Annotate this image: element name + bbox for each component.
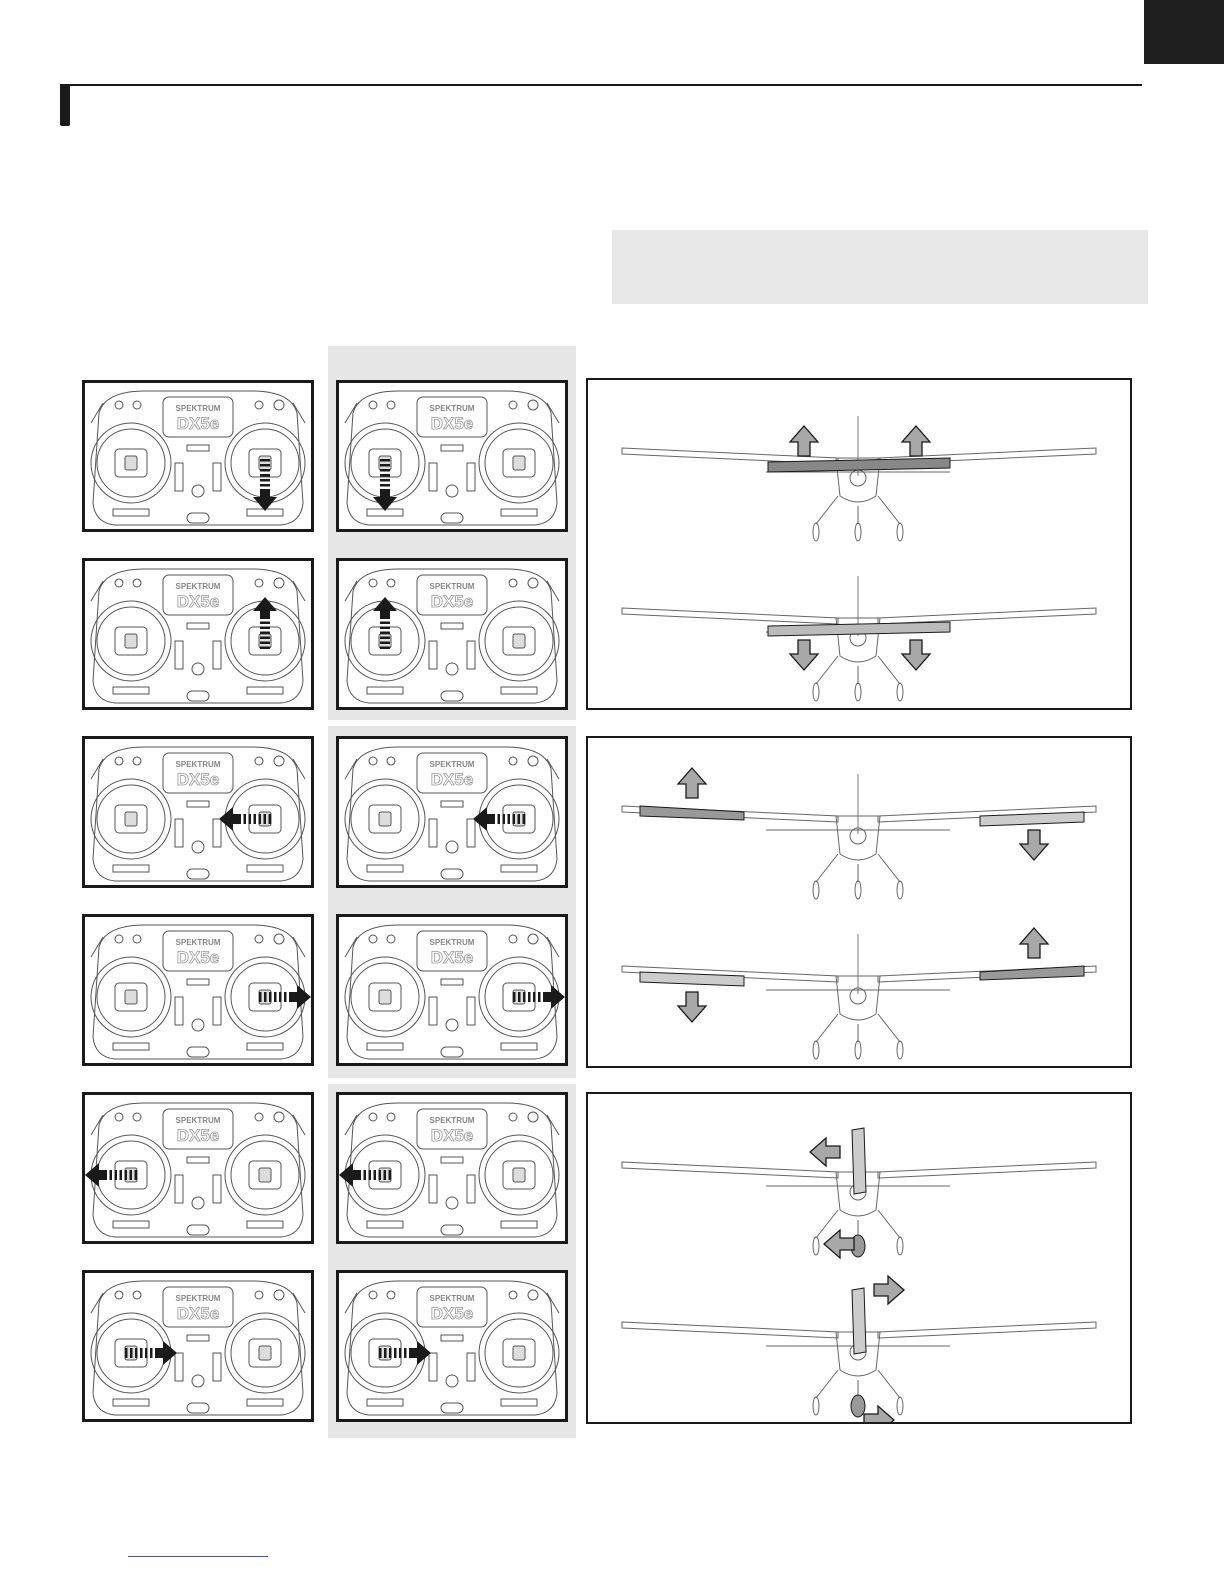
brand-logo: SPEKTRUM [175,582,221,591]
transmitter-mode-1 [82,1092,314,1244]
model-logo: DX5e [430,592,474,611]
deflection-arrow-left-icon [810,1138,840,1166]
wheel [813,1237,819,1255]
transmitter-mode-2 [336,558,568,710]
wheel [813,1041,819,1059]
brand-logo: SPEKTRUM [429,938,475,947]
left-aileron [640,972,744,986]
elevator-panel [586,378,1132,710]
model-logo: DX5e [176,414,220,433]
airplane-front-view [622,576,1096,701]
brand-logo: SPEKTRUM [175,1294,221,1303]
brand-logo: SPEKTRUM [429,1116,475,1125]
mode-column-divider [328,720,576,726]
right-aileron [980,966,1084,980]
left-stick [379,634,391,648]
left-stick [379,812,391,826]
section-marker [60,84,70,126]
brand-logo: SPEKTRUM [429,1294,475,1303]
right-stick [513,634,525,648]
left-wing [622,1322,838,1338]
language-tab [1144,0,1224,64]
wheel [897,683,903,701]
aileron-panel [586,736,1132,1068]
model-logo: DX5e [176,1304,220,1323]
right-wing [878,608,1096,624]
elevator-surface [768,458,950,472]
right-stick [513,1346,525,1360]
deflection-arrow-right-icon [874,1276,904,1304]
brand-logo: SPEKTRUM [175,760,221,769]
right-stick [259,634,271,648]
model-logo: DX5e [430,1126,474,1145]
deflection-arrow-up-icon [902,426,930,456]
transmitter-mode-2 [336,380,568,532]
right-stick [513,1168,525,1182]
transmitter-mode-2 [336,736,568,888]
deflection-arrow-down-icon [678,992,706,1022]
note-box [612,230,1148,304]
wheel [813,523,819,541]
transmitter-mode-1 [82,558,314,710]
model-logo: DX5e [430,948,474,967]
wheel [897,1237,903,1255]
deflection-arrow-down-icon [902,640,930,670]
right-stick [259,1168,271,1182]
left-stick [125,990,137,1004]
deflection-arrow-down-icon [1020,830,1048,860]
nose-wheel [851,1395,865,1417]
left-wing [622,608,838,624]
brand-logo: SPEKTRUM [429,582,475,591]
right-wing [878,1162,1096,1178]
deflection-arrow-up-icon [1020,928,1048,958]
rudder-surface [852,1288,866,1354]
model-logo: DX5e [176,1126,220,1145]
transmitter-mode-2 [336,1092,568,1244]
right-aileron [980,812,1084,826]
transmitter-mode-2 [336,914,568,1066]
brand-logo: SPEKTRUM [175,404,221,413]
rudder-illustrations [588,1094,1130,1422]
left-stick [125,812,137,826]
wheel [813,1397,819,1415]
deflection-arrow-right-icon [864,1406,894,1422]
brand-logo: SPEKTRUM [175,938,221,947]
left-stick [379,456,391,470]
aileron-illustrations [588,738,1130,1066]
wheel [855,683,861,701]
wheel [897,881,903,899]
left-stick [125,456,137,470]
left-stick [125,634,137,648]
transmitter-mode-2 [336,1270,568,1422]
airplane-front-view [622,416,1096,541]
section-header-rule [70,84,1142,86]
wheel [897,523,903,541]
elevator-surface [768,622,950,636]
wheel [897,1041,903,1059]
brand-logo: SPEKTRUM [429,760,475,769]
transmitter-mode-1 [82,736,314,888]
right-wing [878,1322,1096,1338]
brand-logo: SPEKTRUM [175,1116,221,1125]
deflection-arrow-up-icon [790,426,818,456]
right-stick [259,1346,271,1360]
transmitter-mode-1 [82,914,314,1066]
wheel [855,1041,861,1059]
left-stick [379,990,391,1004]
left-wing [622,1162,838,1178]
transmitter-mode-1 [82,380,314,532]
deflection-arrow-up-icon [678,768,706,798]
footer-link[interactable] [128,1556,268,1557]
model-logo: DX5e [176,770,220,789]
deflection-arrow-left-icon [824,1230,854,1258]
right-stick [513,456,525,470]
transmitter-mode-1 [82,1270,314,1422]
left-aileron [640,806,744,820]
wheel [897,1397,903,1415]
model-logo: DX5e [430,414,474,433]
wheel [813,683,819,701]
model-logo: DX5e [430,1304,474,1323]
rudder-surface [852,1128,866,1194]
right-stick [259,456,271,470]
brand-logo: SPEKTRUM [429,404,475,413]
wheel [855,881,861,899]
deflection-arrow-down-icon [790,640,818,670]
model-logo: DX5e [176,592,220,611]
wheel [855,523,861,541]
elevator-illustrations [588,380,1130,708]
rudder-panel [586,1092,1132,1424]
mode-column-divider [328,1078,576,1084]
wheel [813,881,819,899]
model-logo: DX5e [430,770,474,789]
model-logo: DX5e [176,948,220,967]
